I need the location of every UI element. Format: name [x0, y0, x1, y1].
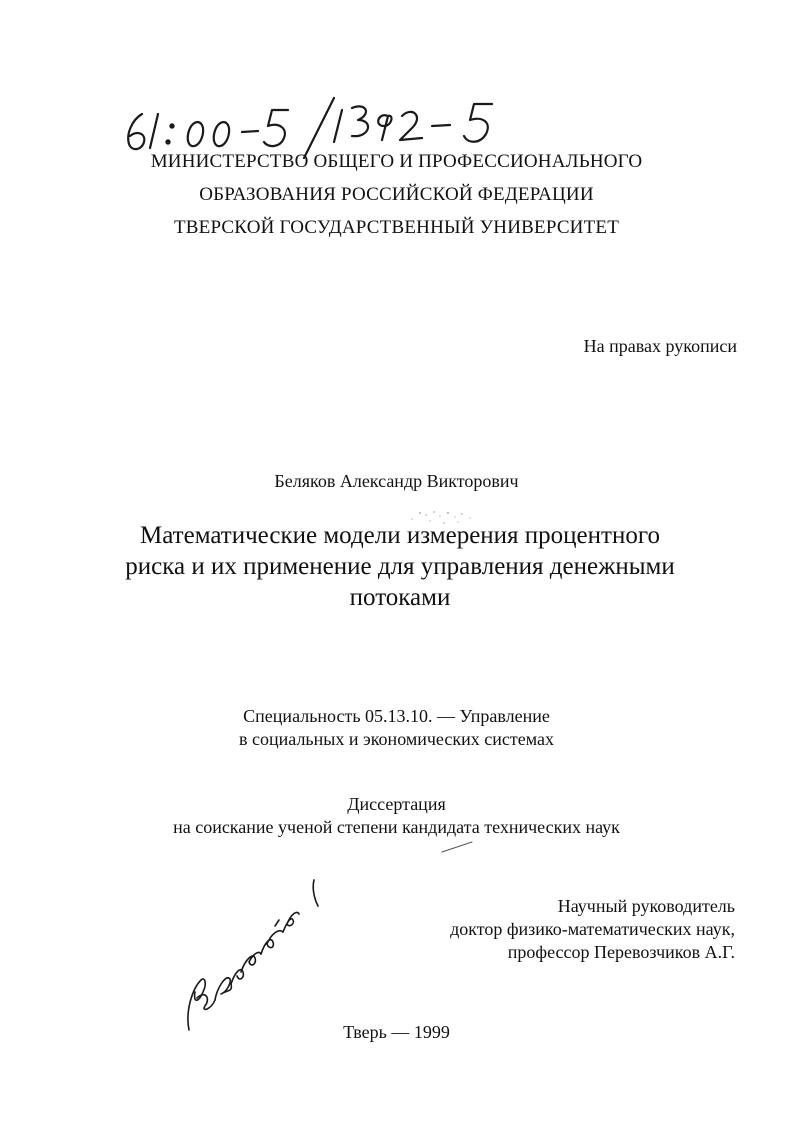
- degree-info: [0, 793, 793, 839]
- dissertation-title: [100, 520, 700, 613]
- ministry-header: [0, 145, 793, 244]
- supervisor-degree: доктор физико-математических наук,: [450, 919, 735, 939]
- city-year: Тверь — 1999: [343, 1022, 450, 1042]
- scientific-supervisor: [450, 895, 735, 964]
- pen-tick-mark: [300, 878, 330, 912]
- title-line-2: риска и их применение для управления денежными: [125, 553, 675, 580]
- specialty-line-2: в социальных и экономических системах: [239, 729, 554, 749]
- university-name: ТВЕРСКОЙ ГОСУДАРСТВЕННЫЙ УНИВЕРСИТЕТ: [173, 217, 620, 238]
- title-line-3: потоками: [349, 584, 451, 611]
- pen-stroke-mark: [438, 836, 478, 856]
- specialty-info: [0, 705, 793, 751]
- degree-type: Диссертация: [347, 794, 446, 814]
- specialty-line-1: Специальность 05.13.10. — Управление: [243, 706, 550, 726]
- degree-purpose: на соискание ученой степени кандидата технических наук: [173, 817, 620, 837]
- supervisor-name: профессор Перевозчиков А.Г.: [507, 942, 735, 962]
- manuscript-rights-note: На правах рукописи: [583, 336, 737, 356]
- supervisor-label: Научный руководитель: [557, 896, 735, 916]
- ministry-line-1: МИНИСТЕРСТВО ОБЩЕГО И ПРОФЕССИОНАЛЬНОГО: [150, 151, 643, 172]
- author-name: Беляков Александр Викторович: [274, 471, 519, 491]
- title-line-1: Математические модели измерения процентного: [140, 522, 660, 549]
- ministry-line-2: ОБРАЗОВАНИЯ РОССИЙСКОЙ ФЕДЕРАЦИИ: [199, 184, 594, 205]
- handwritten-signature: [175, 880, 305, 1040]
